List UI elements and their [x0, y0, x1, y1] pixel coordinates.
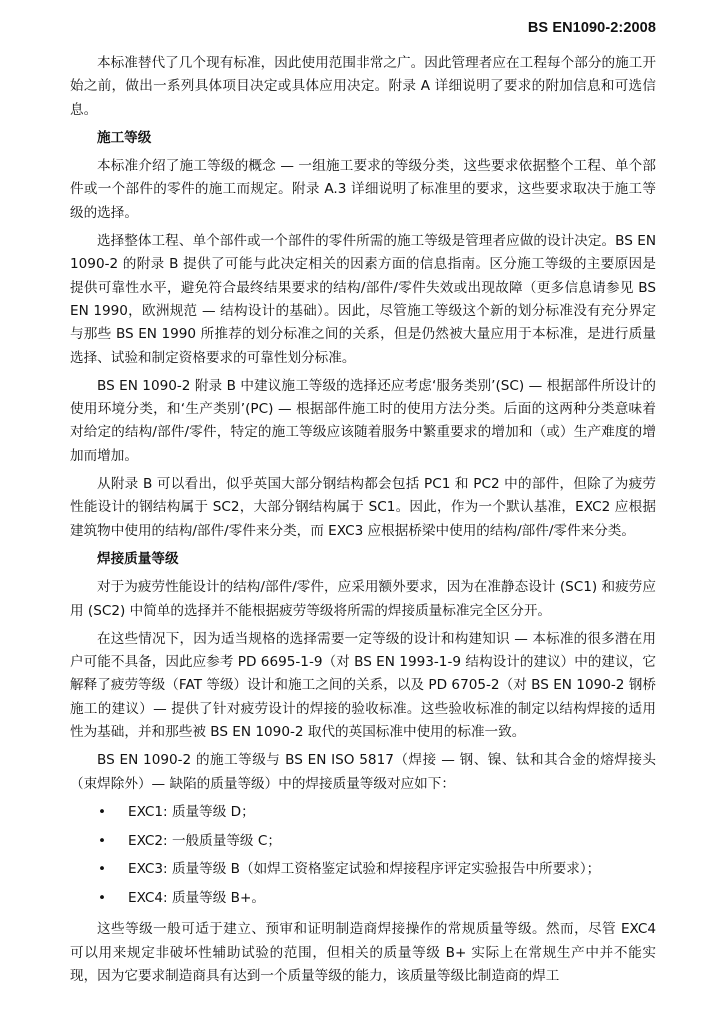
document-body [70, 52, 656, 993]
list-item-text: EXC3: 质量等级 B（如焊工资格鉴定试验和焊接程序评定实验报告中所要求）； [128, 861, 601, 878]
bullet-icon: • [98, 803, 107, 820]
execution-class-heading: 施工等级 [97, 129, 152, 146]
list-item-text: EXC1: 质量等级 D； [128, 803, 255, 820]
list-item-text: EXC4: 质量等级 B+。 [128, 889, 265, 906]
execution-class-paragraph-3: BS EN 1090-2 附录 B 中建议施工等级的选择还应考虑‘服务类别’(SC) — 根据部件所设计的使用环境分类，和‘生产类别’(PC) — 根据部件施工时的使用方法分类。后面的这两种分类意味着对给定的结构/部件/零件，特定的施工等级应该随着服务中繁重要求的增加和（或）生产难度的增加而增加。 [70, 377, 656, 464]
bullet-icon: • [98, 832, 107, 849]
intro-paragraph: 本标准替代了几个现有标准，因此使用范围非常之广。因此管理者应在工程每个部分的施工开始之前，做出一系列具体项目决定或具体应用决定。附录 A 详细说明了要求的附加信息和可选信息。 [70, 55, 656, 118]
weld-quality-heading: 焊接质量等级 [97, 550, 179, 567]
weld-quality-paragraph-3: BS EN 1090-2 的施工等级与 BS EN ISO 5817（焊接 — 钢、镍、钛和其合金的熔焊接头（束焊除外）— 缺陷的质量等级）中的焊接质量等级对应如下： [70, 752, 656, 792]
list-item [70, 887, 656, 916]
final-paragraph: 这些等级一般可适于建立、预审和证明制造商焊接操作的常规质量等级。然而，尽管 EXC4 可以用来规定非破坏性辅助试验的范围，但相关的质量等级 B+ 实际上在常规生产中并不能实现，因为它要求制造商具有达到一个质量等级的能力，该质量等级比制造商的焊工 [70, 921, 656, 984]
execution-class-paragraph-2: 选择整体工程、单个部件或一个部件的零件所需的施工等级是管理者应做的设计决定。BS EN 1090-2 的附录 B 提供了可能与此决定相关的因素方面的信息指南。区分施工等级的主要原因是提供可靠性水平，避免符合最终结果要求的结构/部件/零件失效或出现故障（更多信息请参见 BS EN 1990，欧洲规范 — 结构设计的基础）。因此，尽管施工等级这个新的划分标准没有充分界定与那些 BS EN 1990 所推荐的划分标准之间的关系，但是仍然被大量应用于本标准，是进行质量选择、试验和制定资格要求的可靠性划分标准。 [70, 233, 656, 366]
execution-class-paragraph-1: 本标准介绍了施工等级的概念 — 一组施工要求的等级分类，这些要求依据整个工程、单个部件或一个部件的零件的施工而规定。附录 A.3 详细说明了标准里的要求，这些要求取决于施工等级的选择。 [70, 158, 656, 221]
list-item-text: EXC2: 一般质量等级 C； [128, 832, 281, 849]
weld-quality-paragraph-2: 在这些情况下，因为适当规格的选择需要一定等级的设计和构建知识 — 本标准的很多潜在用户可能不具备，因此应参考 PD 6695-1-9（对 BS EN 1993-1-9 结构设计的建议）中的建议，它解释了疲劳等级（FAT 等级）设计和施工之间的关系，以及 PD 6705-2（对 BS EN 1090-2 钢桥施工的建议）— 提供了针对疲劳设计的焊接的验收标准。这些验收标准的制定以结构焊接的适用性为基础，并和那些被 BS EN 1090-2 取代的英国标准中使用的标准一致。 [70, 630, 656, 741]
quality-level-list [70, 801, 656, 915]
weld-quality-paragraph-1: 对于为疲劳性能设计的结构/部件/零件，应采用额外要求，因为在准静态设计 (SC1) 和疲劳应用 (SC2) 中简单的选择并不能根据疲劳等级将所需的焊接质量标准完全区分开。 [70, 579, 656, 619]
document-id-header: BS EN1090-2:2008 [527, 20, 656, 36]
list-item [70, 801, 656, 830]
list-item [70, 858, 656, 887]
bullet-icon: • [98, 889, 107, 906]
bullet-icon: • [98, 861, 107, 878]
execution-class-paragraph-4: 从附录 B 可以看出，似乎英国大部分钢结构都会包括 PC1 和 PC2 中的部件，但除了为疲劳性能设计的钢结构属于 SC2，大部分钢结构属于 SC1。因此，作为一个默认基准，EXC2 应根据建筑物中使用的结构/部件/零件来分类，而 EXC3 应根据桥梁中使用的结构/部件/零件来分类。 [70, 476, 656, 539]
list-item [70, 830, 656, 859]
